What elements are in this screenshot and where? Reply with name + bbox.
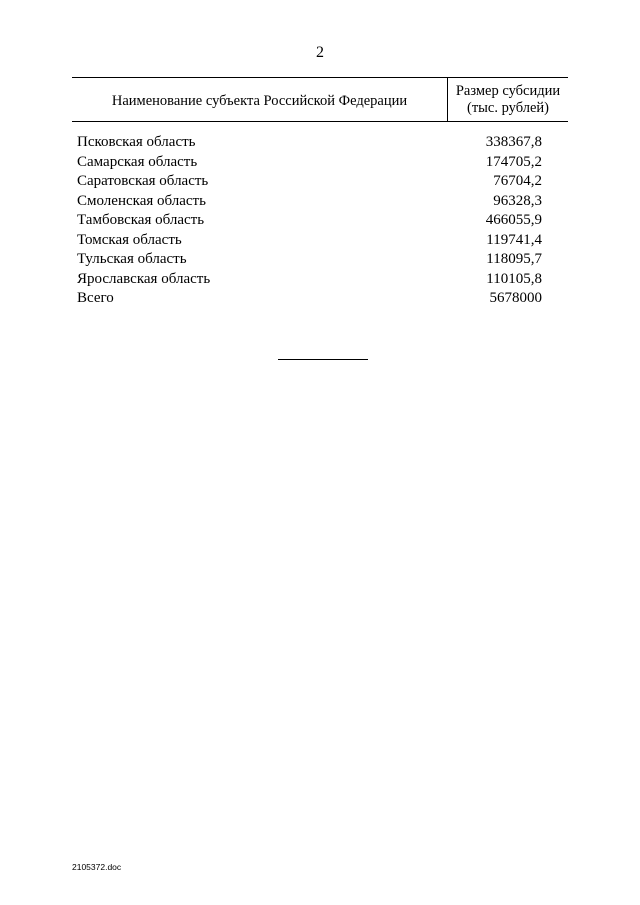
subsidy-value: 119741,4 — [486, 231, 542, 248]
region-name: Тульская область — [77, 251, 187, 268]
subsidy-value: 96328,3 — [493, 192, 542, 209]
table-header — [72, 77, 568, 122]
table-row — [72, 250, 568, 270]
page-number: 2 — [316, 44, 324, 61]
subsidy-value: 110105,8 — [486, 270, 542, 287]
table-row — [72, 231, 568, 251]
table-row — [72, 270, 568, 290]
region-name: Смоленская область — [77, 192, 206, 209]
region-name: Ярославская область — [77, 270, 211, 287]
table-row — [72, 211, 568, 231]
subsidy-value: 76704,2 — [493, 173, 542, 190]
document-id: 2105372.doc — [72, 862, 122, 872]
subsidy-value: 174705,2 — [485, 153, 542, 170]
region-name: Псковская область — [77, 134, 196, 151]
subsidy-value: 466055,9 — [485, 212, 542, 229]
header-subsidy-size — [447, 78, 568, 121]
table-row-total — [72, 289, 568, 309]
total-value: 5678000 — [489, 290, 542, 307]
header-subsidy-size-line2: (тыс. рублей) — [467, 99, 549, 116]
table-body — [72, 133, 568, 309]
subsidy-value: 338367,8 — [485, 134, 542, 151]
region-name: Самарская область — [77, 153, 198, 170]
region-name: Томская область — [77, 231, 182, 248]
header-subject-name: Наименование субъекта Российской Федерации — [111, 93, 408, 109]
region-name: Тамбовская область — [77, 212, 205, 229]
table-row — [72, 192, 568, 212]
table-row — [72, 153, 568, 173]
total-label: Всего — [77, 290, 114, 307]
subsidy-value: 118095,7 — [486, 251, 542, 268]
table-row — [72, 133, 568, 153]
header-subsidy-size-line1: Размер субсидии — [455, 82, 561, 99]
region-name: Саратовская область — [77, 173, 209, 190]
subsidy-table — [72, 77, 568, 309]
table-row — [72, 172, 568, 192]
end-divider — [278, 359, 368, 360]
